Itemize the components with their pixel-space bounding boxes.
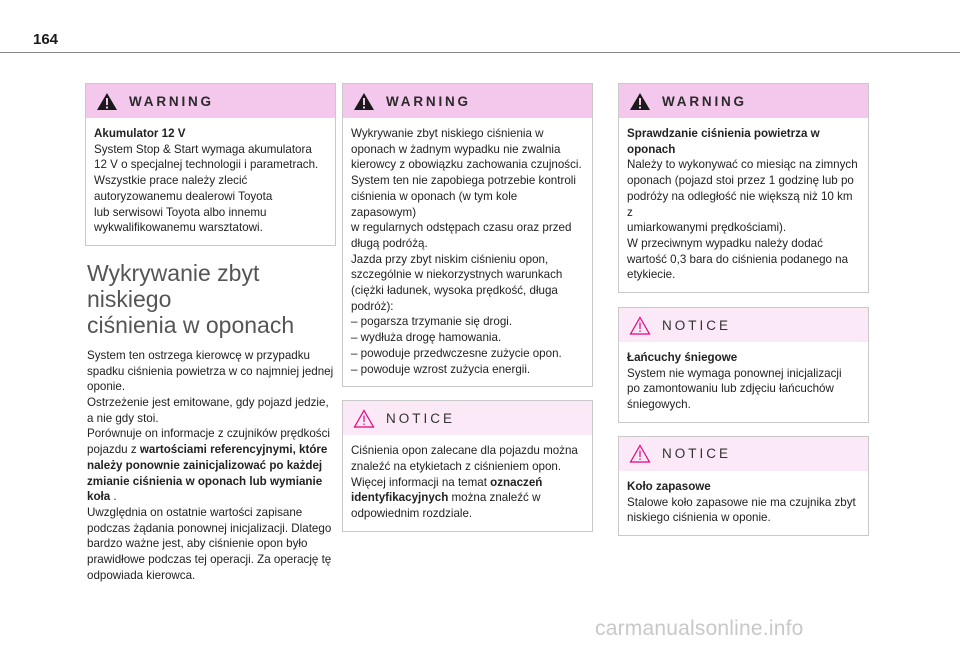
text-line: pojazdu z wartościami referencyjnymi, które [87,443,328,457]
warning-box-battery [85,83,336,246]
notice-triangle-icon [629,444,651,463]
warning-triangle-icon [96,92,118,111]
notice-box-snow-chains [618,307,869,423]
notice-label: NOTICE [662,446,732,462]
warning-header [619,84,868,118]
warning-label: WARNING [386,93,471,109]
notice-box-spare-wheel [618,436,869,536]
warning-triangle-icon [353,92,375,111]
text-line: Więcej informacji na temat oznaczeń [351,475,543,489]
warning-header [86,84,335,118]
column-3 [618,83,869,549]
notice-triangle-icon [629,316,651,335]
warning-body: Wykrywanie zbyt niskiego ciśnienia w oponach w żadnym wypadku nie zwalnia kierowcy z obowiązku zachowania czujności. System ten nie zapobiega potrzebie kontroli ciśnienia w oponach (w tym kole zapasowym) w regularnych odstępach czasu oraz przed długą podróżą. Jazda przy zbyt niskim ciśnieniu opon, szczególnie w niekorzystnych warunkach (ciężki ładunek, wysoka prędkość, długa podróż): – pogarsza trzymanie się drogi. – wydłuża drogę hamowania. – powoduje przedwczesne zużycie opon. – powoduje wzrost zużycia energii. [351,127,582,376]
text-line: autoryzowanemu dealerowi Toyota [94,189,273,203]
text-line: zmianie ciśnienia w oponach lub wymianie [87,474,323,488]
notice-label: NOTICE [662,317,732,333]
warning-title: Akumulator 12 V [94,127,186,140]
page-number: 164 [33,31,59,48]
warning-box-check-pressure [618,83,869,293]
column-1 [85,83,336,583]
notice-header [343,401,592,435]
notice-body: Koło zapasowe Stalowe koło zapasowe nie ma czujnika zbyt niskiego ciśnienia w oponie. [627,479,856,525]
notice-body: Ciśnienia opon zalecane dla pojazdu można znaleźć na etykietach z ciśnieniem opon. Więcej informacji na temat oznaczeń identyfikacyjnych można znaleźć w odpowiednim rozdziale. [343,435,592,531]
notice-header [619,437,868,471]
section-text: System ten ostrzega kierowcę w przypadku spadku ciśnienia powietrza w co najmniej jednej oponie. Ostrzeżenie jest emitowane, gdy pojazd jedzie, a nie gdy stoi. Porównuje on informacje z czujników prędkości pojazdu z wartościami referencyjnymi, które należy ponownie zainicjalizować po każdej zmianie ciśnienia w oponach lub wymianie koła . Uwzględnia on ostatnie wartości zapisane podczas żądania ponownej inicjalizacji. Dlatego bardzo ważne jest, aby ciśnienie opon było prawidłowe podczas tej operacji. Za operację tę odpowiada kierowca. [85,348,336,584]
section-title: Wykrywanie zbyt niskiego ciśnienia w oponach [87,259,295,338]
column-2 [342,83,593,545]
text-line: wykwalifikowanemu warsztatowi. [94,221,263,235]
text-line: identyfikacyjnych można znaleźć w [351,491,541,505]
text-line: Wszystkie prace należy zlecić [94,174,248,188]
text-line: System Stop & Start wymaga akumulatora [94,142,312,156]
warning-body: Sprawdzanie ciśnienia powietrza w oponach Należy to wykonywać co miesiąc na zimnych oponach (pojazd stoi przez 1 godzinę lub po podróży na odległość nie większą niż 10 km z umiarkowanymi prędkościami). W przeciwnym wypadku należy dodać wartość 0,3 bara do ciśnienia podanego na etykiecie. [627,127,858,282]
warning-label: WARNING [129,93,214,109]
notice-header [619,308,868,342]
warning-header [343,84,592,118]
notice-label: NOTICE [386,410,456,426]
notice-box-pressure-labels [342,400,593,532]
warning-label: WARNING [662,93,747,109]
text-line: należy ponownie zainicjalizować po każdej [87,458,323,472]
text-line: koła . [87,490,117,504]
header-rule [0,52,960,53]
notice-triangle-icon [353,409,375,428]
warning-triangle-icon [629,92,651,111]
warning-body [86,118,335,245]
watermark: carmanualsonline.info [595,617,804,640]
text-line: lub serwisowi Toyota albo innemu [94,205,267,219]
text-line: 12 V o specjalnej technologii i parametrach. [94,158,319,172]
notice-body: Łańcuchy śniegowe System nie wymaga ponownej inicjalizacji po zamontowaniu lub zdjęciu łańcuchów śniegowych. [627,351,842,412]
warning-box-pressure [342,83,593,387]
